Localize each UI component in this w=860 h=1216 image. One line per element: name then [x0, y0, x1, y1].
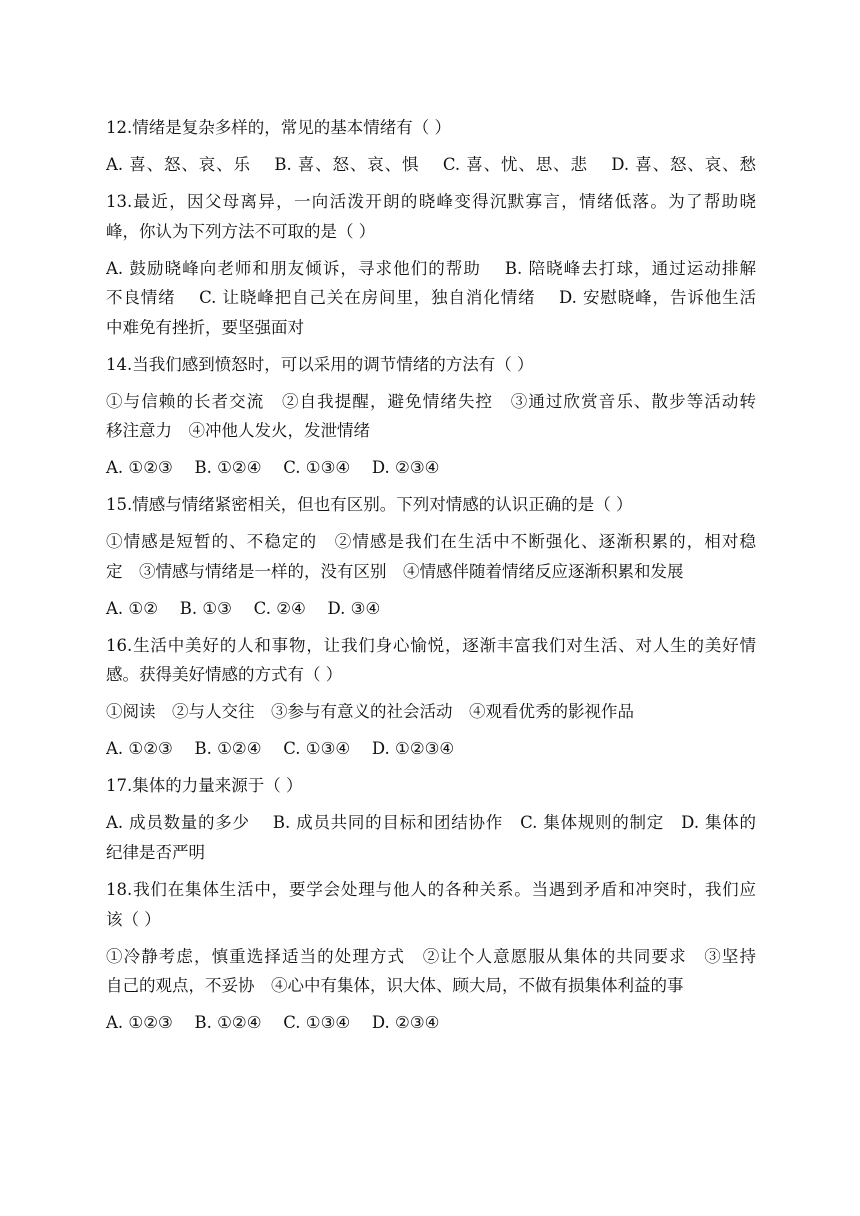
text-line: A. ①② B. ①③ C. ②④ D. ③④	[106, 598, 381, 618]
text-line: A. ①②③ B. ①②④ C. ①③④ D. ①②③④	[106, 739, 455, 759]
text-line: 18.我们在集体生活中，要学会处理与他人的各种关系。当遇到矛盾和冲突时，我们应	[106, 879, 756, 899]
text-block	[106, 1008, 756, 1038]
text-line: 16.生活中美好的人和事物，让我们身心愉悦，逐渐丰富我们对生活、对人生的美好情	[106, 635, 756, 655]
text-line: A. ①②③ B. ①②④ C. ①③④ D. ②③④	[106, 458, 440, 478]
text-line: A. 成员数量的多少 B. 成员共同的目标和团结协作 C. 集体规则的制定 D. 集体的	[106, 813, 756, 833]
text-line: 13.最近，因父母离异，一向活泼开朗的晓峰变得沉默寡言，情绪低落。为了帮助晓	[106, 191, 756, 211]
text-block	[106, 490, 756, 520]
text-block	[106, 875, 756, 934]
text-line: 峰，你认为下列方法不可取的是（ ）	[106, 221, 376, 241]
text-line: 17.集体的力量来源于（ ）	[106, 776, 303, 796]
text-line: ①阅读 ②与人交往 ③参与有意义的社会活动 ④观看优秀的影视作品	[106, 702, 634, 722]
text-line: 自己的观点，不妥协 ④心中有集体，识大体、顾大局，不做有损集体利益的事	[106, 976, 684, 996]
text-block	[106, 594, 756, 624]
text-line: 中难免有挫折，要坚强面对	[106, 317, 304, 337]
text-line: 移注意力 ④冲他人发火，发泄情绪	[106, 421, 370, 441]
text-block	[106, 631, 756, 690]
text-line: 14.当我们感到愤怒时，可以采用的调节情绪的方法有（ ）	[106, 354, 534, 374]
text-line: 不良情绪 C. 让晓峰把自己关在房间里，独自消化情绪 D. 安慰晓峰，告诉他生活	[106, 288, 756, 308]
text-block	[106, 187, 756, 246]
text-line: 纪律是否严明	[106, 842, 205, 862]
text-block	[106, 734, 756, 764]
text-block	[106, 771, 756, 801]
text-block	[106, 697, 756, 727]
text-line: A. 鼓励晓峰向老师和朋友倾诉，寻求他们的帮助 B. 陪晓峰去打球，通过运动排解	[106, 258, 756, 278]
text-block	[106, 254, 756, 343]
text-line: ①冷静考虑，慎重选择适当的处理方式 ②让个人意愿服从集体的共同要求 ③坚持	[106, 946, 756, 966]
text-line: 12.情绪是复杂多样的，常见的基本情绪有（ ）	[106, 118, 451, 137]
text-line: ①情感是短暂的、不稳定的 ②情感是我们在生活中不断强化、逐渐积累的，相对稳	[106, 532, 756, 552]
text-block	[106, 387, 756, 446]
text-block	[106, 150, 756, 180]
text-block	[106, 527, 756, 586]
text-line: ①与信赖的长者交流 ②自我提醒，避免情绪失控 ③通过欣赏音乐、散步等活动转	[106, 391, 756, 411]
text-block	[106, 808, 756, 867]
text-block	[106, 453, 756, 483]
question-list	[106, 113, 756, 1038]
text-line: 15.情感与情绪紧密相关，但也有区别。下列对情感的认识正确的是（ ）	[106, 495, 633, 515]
text-line: A. ①②③ B. ①②④ C. ①③④ D. ②③④	[106, 1013, 440, 1033]
text-line: 定 ③情感与情绪是一样的，没有区别 ④情感伴随着情绪反应逐渐积累和发展	[106, 561, 684, 581]
text-line: A. 喜、怒、哀、乐 B. 喜、怒、哀、惧 C. 喜、忧、思、悲 D. 喜、怒、哀、愁	[106, 154, 756, 174]
exam-page	[106, 113, 756, 1045]
text-line: 该（ ）	[106, 909, 161, 929]
text-line: 感。获得美好情感的方式有（ ）	[106, 665, 343, 685]
text-block	[106, 350, 756, 380]
text-block	[106, 942, 756, 1001]
text-block	[106, 113, 756, 143]
